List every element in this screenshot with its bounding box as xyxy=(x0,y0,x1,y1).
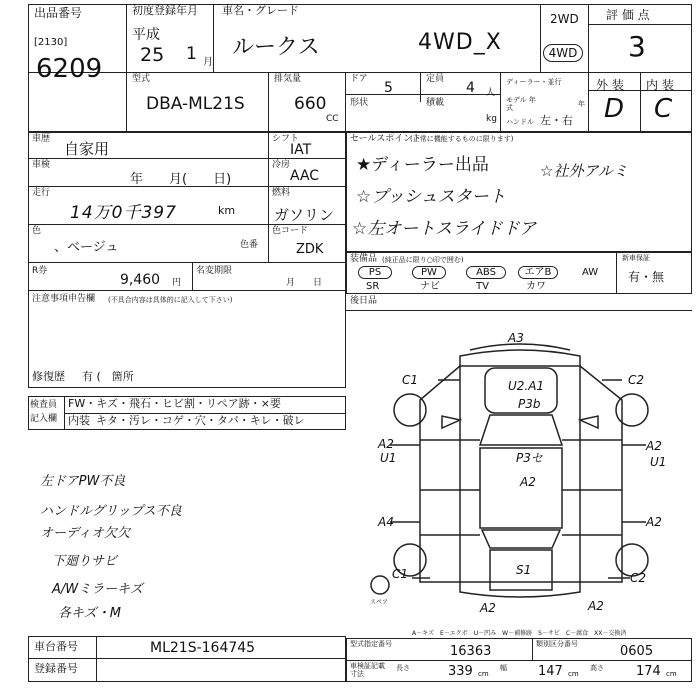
rating-value: 3 xyxy=(628,30,646,63)
hand-note: ハンドルグリップス不良 xyxy=(40,504,182,519)
damage-mark: P3b xyxy=(518,397,541,411)
inspector-row-2-label: 内装 xyxy=(68,414,90,427)
inspector-label-top: 検査員 xyxy=(30,400,58,410)
hand-note: 下廻りサビ xyxy=(52,554,118,569)
capacity-value: 4 xyxy=(466,80,475,96)
lot-label: 出品番号 xyxy=(34,6,83,20)
name-grade-label: 車名・グレード xyxy=(222,4,299,17)
doors-label: ドア xyxy=(350,74,368,84)
damage-mark: U2.A1 xyxy=(508,379,545,393)
recycle-label: R券 xyxy=(32,266,48,276)
chassis-number: ML21S-164745 xyxy=(150,640,256,656)
model-year-label: モデル 年式 xyxy=(506,96,536,112)
divider xyxy=(96,636,97,682)
interior-grade: C xyxy=(654,94,673,124)
month-unit: 月 xyxy=(203,57,213,68)
equip-sr: SR xyxy=(366,281,380,292)
equip-pw: PW xyxy=(412,266,446,279)
mileage-unit: km xyxy=(218,204,236,217)
capacity-unit: 人 xyxy=(486,88,496,98)
equip-abs: ABS xyxy=(466,266,506,279)
recycle-unit: 円 xyxy=(172,278,182,288)
aircon-value: AAC xyxy=(290,168,320,184)
notes-label: 注意事項申告欄 xyxy=(32,294,96,304)
damage-mark: A2 xyxy=(646,439,662,453)
inspector-row-1: FW・キズ・飛石・ヒビ割・リペア跡・×要 xyxy=(68,397,281,410)
hand-note: オーディオ欠欠 xyxy=(40,526,130,541)
damage-mark: A4 xyxy=(378,515,394,529)
repair-value: 有 ( 箇所 xyxy=(82,370,134,383)
divider xyxy=(588,24,692,25)
divider xyxy=(500,72,501,132)
divider xyxy=(213,4,214,72)
damage-mark: A2 xyxy=(520,475,536,489)
damage-mark: A2 xyxy=(378,437,394,451)
width-value: 147 xyxy=(538,664,563,679)
model-year-unit: 年 xyxy=(578,100,585,108)
damage-legend: A－キズ E－エクボ U－凹み W－補修跡 S－サビ C－腐食 XX－交換済 xyxy=(412,630,627,637)
selling-point-3: ☆左オートスライドドア xyxy=(352,219,537,239)
divider xyxy=(345,94,500,95)
equip-ps: PS xyxy=(358,266,392,279)
equipment-label: 装備品 xyxy=(350,254,378,264)
grade: 4WD_X xyxy=(418,30,502,55)
color-value: 、ベージュ xyxy=(54,240,119,255)
divider xyxy=(64,396,65,430)
recycle-fee: 9,460 xyxy=(120,272,161,288)
era: 平成 xyxy=(132,27,160,43)
damage-mark: P3セ xyxy=(516,451,543,465)
exterior-grade: D xyxy=(604,94,625,124)
inspection-label: 車検 xyxy=(32,160,51,170)
exterior-label: 外 装 xyxy=(596,78,624,92)
equip-airbag: エアB xyxy=(518,266,558,279)
drive-4wd-circled: 4WD xyxy=(543,44,583,62)
inspector-label-bottom: 記入欄 xyxy=(30,414,58,424)
equip-aw: AW xyxy=(582,267,599,278)
divider xyxy=(192,262,193,290)
divider xyxy=(28,290,346,291)
divider xyxy=(345,72,346,132)
reg-month: 1 xyxy=(186,44,197,64)
class-value: 0605 xyxy=(620,644,654,659)
divider xyxy=(346,660,692,661)
selling-point-2: ☆プッシュスタート xyxy=(356,187,506,207)
fuel-value: ガソリン xyxy=(274,206,335,224)
reg-no-label: 登録番号 xyxy=(34,662,78,675)
selling-point-1: ★ディーラー出品 xyxy=(356,155,489,175)
selling-points-label: セールスポイント xyxy=(350,134,422,144)
shift-label: シフト xyxy=(272,134,300,144)
damage-mark: C1 xyxy=(392,567,409,581)
height-value: 174 xyxy=(636,664,661,679)
damage-mark: U1 xyxy=(650,455,667,469)
lot-number: 6209 xyxy=(36,54,103,84)
rating-label: 評 価 点 xyxy=(606,8,650,22)
height-label: 高さ xyxy=(590,664,604,672)
damage-mark: C2 xyxy=(630,571,647,585)
first-reg-label: 初度登録年月 xyxy=(132,4,198,17)
equip-navi: ナビ xyxy=(420,281,440,292)
equipment-hint: (純正品に限り○印で囲む) xyxy=(382,256,464,264)
dealer-label: ディーラー・並行 xyxy=(506,78,562,86)
hand-note: 各キズ・M xyxy=(58,606,121,621)
load-label: 積載 xyxy=(426,98,445,108)
doors-value: 5 xyxy=(384,80,393,96)
selling-point-side: ☆社外アルミ xyxy=(540,162,628,180)
model-code: DBA-ML21S xyxy=(146,94,245,114)
divider xyxy=(616,252,617,294)
damage-mark: A2 xyxy=(646,515,662,529)
capacity-label: 定員 xyxy=(426,74,445,84)
handle-value: 左・右 xyxy=(540,114,573,127)
new-cert-label: 新車保証 xyxy=(622,254,650,262)
shift-value: IAT xyxy=(290,142,312,158)
color-no-label: 色番 xyxy=(240,240,259,250)
divider xyxy=(268,132,269,262)
damage-mark: A3 xyxy=(508,331,524,345)
displacement: 660 xyxy=(294,94,327,114)
damage-mark: C2 xyxy=(628,373,645,387)
model-label: 型式 xyxy=(132,74,151,84)
lot-code: [2130] xyxy=(34,37,68,48)
drive-2wd: 2WD xyxy=(550,12,579,26)
reg-year: 25 xyxy=(140,44,165,66)
shape-label: 形状 xyxy=(350,98,369,108)
hand-note: A/Wミラーキズ xyxy=(52,582,143,597)
width-label: 幅 xyxy=(500,664,507,672)
repair-label: 修復歴 xyxy=(32,370,65,383)
damage-mark: C1 xyxy=(402,373,419,387)
name-change-label: 名変期限 xyxy=(196,266,233,276)
selling-points-hint: (正常に機能するものに限ります) xyxy=(410,135,514,143)
mileage-label: 走行 xyxy=(32,188,51,198)
color-label: 色 xyxy=(32,226,42,236)
mileage-value: 14万0千397 xyxy=(70,203,177,223)
aircon-label: 冷房 xyxy=(272,160,291,170)
divider xyxy=(346,310,692,311)
notes-hint: (不具合内容は具体的に記入して下さい) xyxy=(108,296,233,304)
car-name: ルークス xyxy=(232,35,320,60)
divider xyxy=(540,4,541,72)
name-change-unit: 月 日 xyxy=(286,278,323,288)
back-items-label: 後日品 xyxy=(350,296,378,306)
color-code-label: 色コード xyxy=(272,226,309,236)
color-code-value: ZDK xyxy=(296,242,324,257)
load-unit: kg xyxy=(486,114,497,124)
inspection-value: 年 月( 日) xyxy=(130,172,232,187)
divider xyxy=(640,72,641,132)
damage-mark: A2 xyxy=(588,599,604,613)
damage-mark: U1 xyxy=(380,451,397,465)
new-cert-value: 有・無 xyxy=(628,270,665,284)
interior-label: 内 装 xyxy=(646,78,674,92)
length-label: 長さ xyxy=(396,664,410,672)
divider xyxy=(126,4,127,132)
divider xyxy=(28,72,692,73)
damage-mark: A2 xyxy=(480,601,496,615)
divider xyxy=(28,658,346,659)
usage-label: 車歴 xyxy=(32,134,51,144)
damage-mark: S1 xyxy=(516,563,532,577)
length-value: 339 xyxy=(448,664,473,679)
model-cert-value: 16363 xyxy=(450,644,492,659)
inspector-row-2: キタ・汚レ・コゲ・穴・タバ・キレ・破レ xyxy=(96,414,305,427)
hand-note: 左ドアPW不良 xyxy=(40,474,126,489)
handle-label: ハンドル xyxy=(506,118,534,126)
divider xyxy=(28,262,346,263)
dims-label: 車検証記載寸法 xyxy=(350,662,385,678)
height-unit: cm xyxy=(666,670,677,678)
length-unit: cm xyxy=(478,670,489,678)
divider xyxy=(420,72,421,102)
usage-value: 自家用 xyxy=(64,140,110,158)
width-unit: cm xyxy=(568,670,579,678)
equip-leather: カワ xyxy=(526,281,546,292)
car-diagram xyxy=(340,320,690,620)
spare-label: スペア xyxy=(370,599,389,606)
chassis-label: 車台番号 xyxy=(34,640,78,653)
divider xyxy=(268,72,269,132)
equip-tv: TV xyxy=(476,281,489,292)
model-cert-label: 型式指定番号 xyxy=(350,640,392,648)
fuel-label: 燃料 xyxy=(272,188,291,198)
class-label: 類別区分番号 xyxy=(536,640,578,648)
displacement-unit: CC xyxy=(326,114,339,124)
divider xyxy=(532,638,533,660)
displacement-label: 排気量 xyxy=(274,74,302,84)
